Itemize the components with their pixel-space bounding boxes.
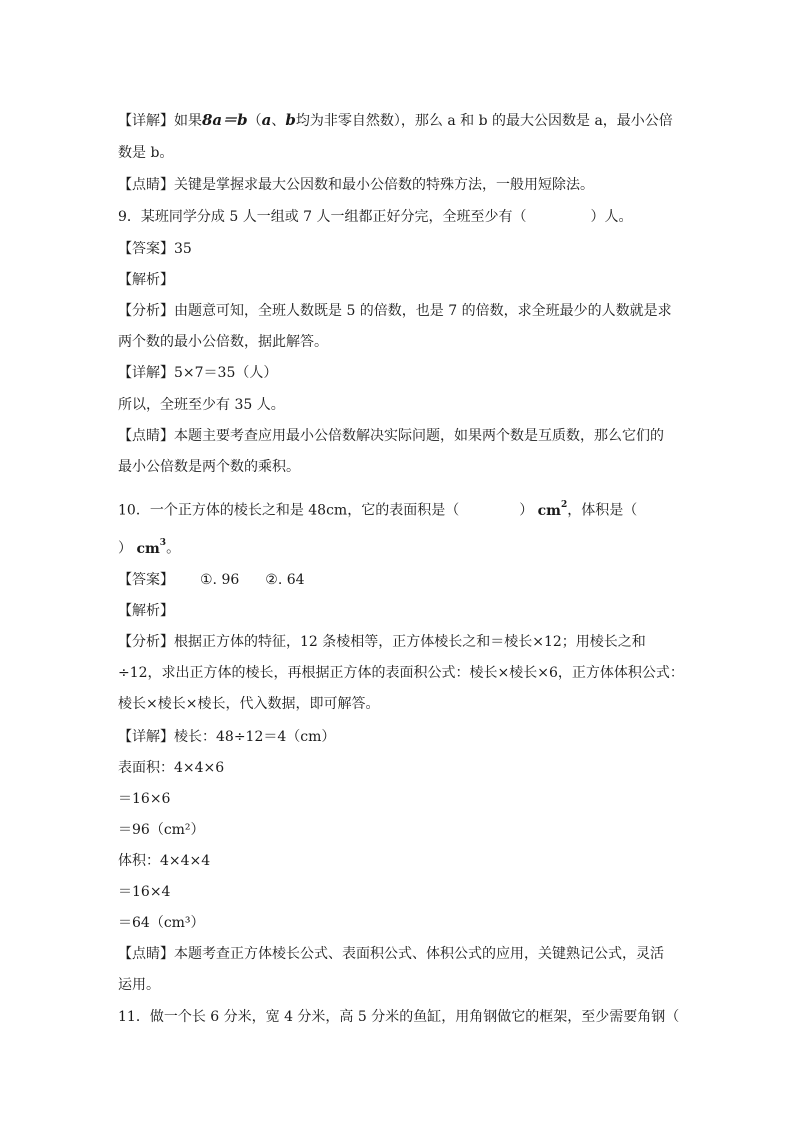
detail-text-rest: 均为非零自然数），那么 a 和 b 的最大公因数是 a，最小公倍 [295,113,673,129]
answer-1: ①. 96 [200,572,240,588]
var-b: b [285,111,296,129]
key-point-10-line-2: 运用。 [118,977,160,993]
answer-2: ②. 64 [265,572,305,588]
question-10-text: 10．一个正方体的棱长之和是 48cm，它的表面积是（ [118,502,460,519]
analysis-line-10-1: 【分析】根据正方体的特征，12 条棱相等，正方体棱长之和＝棱长×12；用棱长之和 [118,634,646,650]
analysis-line-10-3: 棱长×棱长×棱长，代入数据，即可解答。 [118,696,380,712]
calc-volume-step: ＝16×4 [118,884,171,900]
calc-surface-step: ＝16×6 [118,791,171,807]
question-9-suffix: ）人。 [590,209,633,225]
detail-label-text: 【详解】如果 [118,113,202,129]
separator: 、 [271,113,286,129]
calc-volume: 体积：4×4×4 [118,853,211,869]
analysis-line-1: 【分析】由题意可知，全班人数既是 5 的倍数，也是 7 的倍数，求全班最少的人数就是求 [118,303,672,319]
key-point-line-1: 【点睛】本题主要考查应用最小公倍数解决实际问题，如果两个数是互质数，那么它们的 [118,428,664,444]
key-point-line-2: 最小公倍数是两个数的乘积。 [118,459,300,475]
question-10 [118,497,688,519]
equation-8a-b: 8a＝b [202,111,248,129]
calc-surface: 表面积：4×4×6 [118,760,225,776]
detail-line-2: 数是 b。 [118,145,174,161]
paren-open: （ [247,113,262,129]
key-point-10-line-1: 【点睛】本题考查正方体棱长公式、表面积公式、体积公式的应用，关键熟记公式，灵活 [118,946,664,962]
analysis-line-2: 两个数的最小公倍数，据此解答。 [118,334,328,350]
detail-line-10: 【详解】棱长：48÷12＝4（cm） [118,729,336,745]
unit-cm3: $cm^3$ [136,538,167,557]
question-11: 11．做一个长 6 分米，宽 4 分米，高 5 分米的鱼缸，用角钢做它的框架，至少需要角钢（ [118,1009,680,1025]
calc-surface-result: ＝96（cm²） [118,822,205,838]
answer-line: 【答案】35 [118,241,192,257]
unit-cm2: $cm^2$ [537,500,568,519]
analysis-heading-10: 【解析】 [118,603,174,619]
paren-close: ） [118,540,132,557]
analysis-line-10-2: ÷12，求出正方体的棱长，再根据正方体的表面积公式：棱长×棱长×6，正方体体积公式： [118,665,684,681]
question-10-cont [118,535,688,557]
var-a: a [261,111,272,129]
question-10-mid: ，体积是（ [567,502,638,519]
question-9-text: 9．某班同学分成 5 人一组或 7 人一组都正好分完，全班至少有（ [118,209,527,225]
answer-line-10 [118,570,688,592]
question-9 [118,207,688,229]
period: 。 [166,540,181,557]
analysis-heading: 【解析】 [118,272,174,288]
answer-label: 【答案】 [118,572,174,588]
calc-volume-result: ＝64（cm³） [118,915,205,931]
detail-line-1 [118,110,688,132]
paren-close: ） [519,502,534,519]
conclusion-line: 所以，全班至少有 35 人。 [118,397,285,413]
detail-calc-line: 【详解】5×7＝35（人） [118,365,278,381]
key-point-line: 【点睛】关键是掌握求最大公因数和最小公倍数的特殊方法，一般用短除法。 [118,177,594,193]
